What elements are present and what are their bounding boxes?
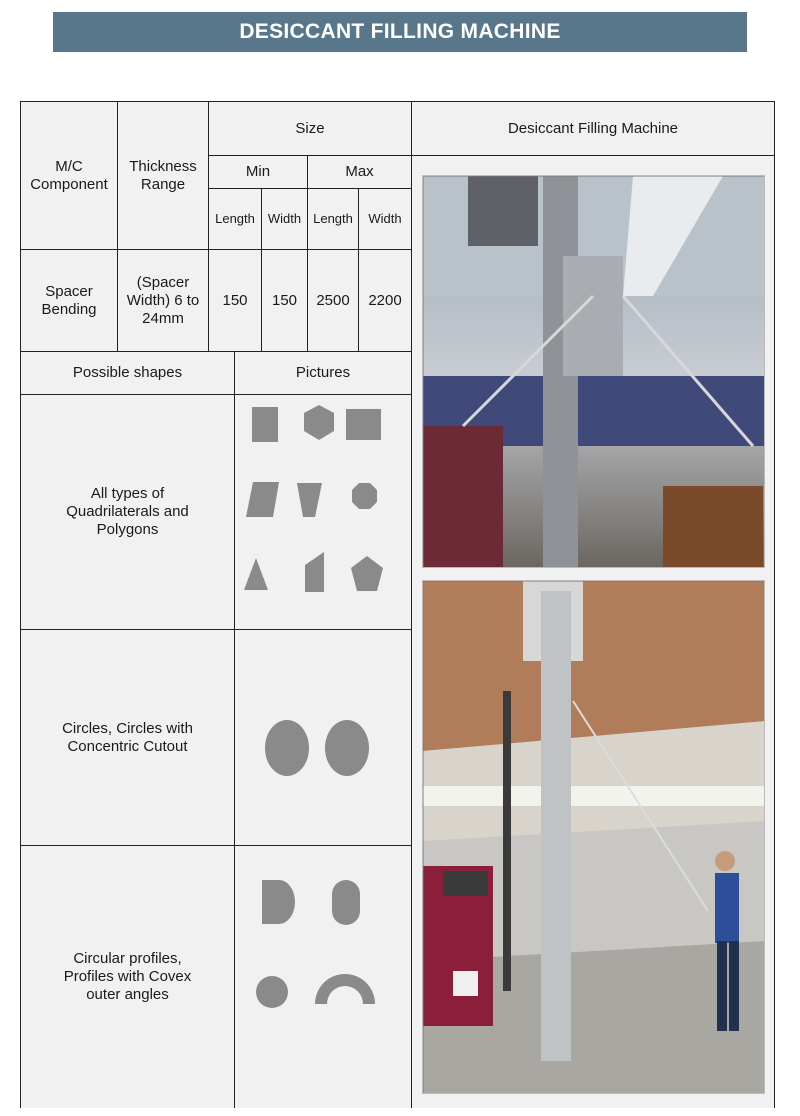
shape-row-polygons-label — [21, 395, 235, 630]
header-possible-shapes — [21, 352, 235, 395]
min-length-value: 150 — [222, 291, 248, 309]
spec-sheet-table — [20, 101, 775, 1108]
machine-photo-top — [422, 175, 765, 568]
machine-photo-bottom — [422, 580, 765, 1094]
cell-max-length — [308, 250, 359, 352]
thickness-value: (Spacer Width) 6 to 24mm — [126, 273, 200, 327]
hexagon-shape — [304, 405, 334, 440]
cell-min-width — [262, 250, 308, 352]
capsule-shape — [332, 880, 360, 925]
right-title-label: Desiccant Filling Machine — [507, 119, 679, 137]
min-width-value: 150 — [271, 291, 298, 309]
shape-row-circles-label — [21, 630, 235, 846]
header-thickness-range — [118, 102, 209, 250]
parallelogram-shape — [246, 482, 279, 517]
circles-label-text: Circles, Circles with Concentric Cutout — [62, 719, 193, 755]
polygon-shapes-illustration — [235, 395, 411, 629]
max-length-value: 2500 — [316, 291, 350, 309]
cell-max-width — [359, 250, 412, 352]
header-max-width — [359, 189, 412, 250]
shape-row-circles-pictures — [235, 630, 412, 846]
triangle-shape — [244, 558, 268, 590]
profiles-label-text: Circular profiles, Profiles with Covex outer angles — [63, 950, 192, 1003]
circle-shape — [256, 976, 288, 1008]
header-max-length — [308, 189, 359, 250]
ellipse-shape-right — [325, 720, 369, 776]
header-min-length — [209, 189, 262, 250]
shape-row-profiles-pictures — [235, 846, 412, 1108]
header-mc-component — [21, 102, 118, 250]
component-value: Spacer Bending — [41, 282, 97, 318]
header-min-label: Min — [245, 163, 271, 180]
header-pictures — [235, 352, 412, 395]
cell-component — [21, 250, 118, 352]
possible-shapes-label: Possible shapes — [72, 364, 183, 381]
pentagon-shape — [351, 556, 383, 591]
pictures-label: Pictures — [295, 364, 351, 381]
shape-row-polygons-pictures — [235, 395, 412, 630]
header-max-width-label: Width — [368, 211, 402, 227]
cell-thickness — [118, 250, 209, 352]
header-right-title — [412, 102, 774, 156]
header-max-length-label: Length — [313, 211, 353, 227]
header-min-width — [262, 189, 308, 250]
max-width-value: 2200 — [368, 291, 402, 309]
cell-min-length — [209, 250, 262, 352]
rectangle-shape — [346, 409, 381, 440]
page-title-banner: DESICCANT FILLING MACHINE — [53, 12, 747, 52]
circle-shapes-illustration — [235, 630, 411, 845]
header-max — [308, 156, 412, 189]
trapezoid-shape — [297, 483, 322, 517]
trapezoid-right-shape — [305, 552, 324, 592]
header-min-width-label: Width — [267, 211, 302, 227]
header-size — [209, 102, 412, 156]
header-thickness-label: Thickness Range — [129, 157, 197, 193]
polygons-label-text: All types of Quadrilaterals and Polygons — [66, 485, 189, 538]
arc-profile-shape — [315, 974, 375, 1004]
header-min-length-label: Length — [215, 211, 255, 227]
ellipse-shape-left — [265, 720, 309, 776]
header-size-label: Size — [295, 119, 325, 137]
profile-shapes-illustration — [235, 846, 411, 1107]
d-profile-shape — [262, 880, 295, 924]
header-max-label: Max — [345, 163, 374, 180]
shape-row-profiles-label — [21, 846, 235, 1108]
octagon-shape — [352, 483, 377, 509]
header-mc-component-label: M/C Component — [30, 157, 108, 193]
square-shape — [252, 407, 278, 442]
header-min — [209, 156, 308, 189]
